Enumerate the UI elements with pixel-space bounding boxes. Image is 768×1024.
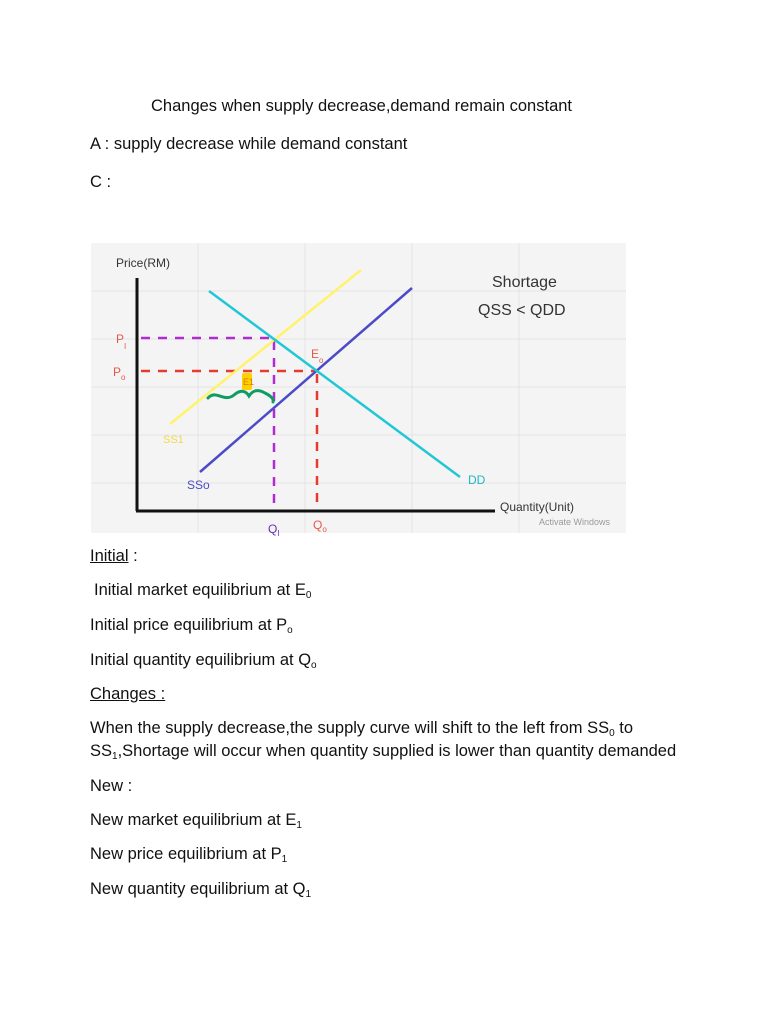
x-axis-label: Quantity(Unit): [500, 500, 575, 514]
y-axis-label: Price(RM): [116, 256, 170, 270]
changes-text-line-1: When the supply decrease,the supply curve will shift to the left from $SS_0$ to: [90, 719, 634, 739]
line-c: C :: [90, 173, 112, 191]
graph-svg: [91, 243, 626, 538]
supply-demand-graph: [91, 243, 626, 538]
q1-label: $Q_I$: [268, 522, 280, 538]
initial-heading-colon: :: [128, 547, 138, 565]
e0-label: $E_o$: [311, 347, 324, 365]
changes-text-line-2: $SS_1,Shortage$ will occur when quantity supplied is lower than quantity demanded: [90, 742, 677, 762]
ss0-label: SSo: [187, 478, 210, 492]
p1-label: $P_I$: [116, 332, 127, 351]
line-a: A : supply decrease while demand constant: [90, 135, 408, 153]
changes-heading: Changes :: [90, 685, 166, 703]
dd-label: DD: [468, 473, 486, 487]
initial-heading: Initial: [90, 547, 129, 565]
shortage-label: Shortage: [492, 274, 557, 291]
q0-label: $Q_o$: [313, 518, 327, 534]
new-heading: New :: [90, 777, 133, 795]
e1-label: E1: [243, 377, 255, 387]
new-price-line: New price equilibrium at $P_1$: [90, 845, 288, 865]
ss1-label: SS1: [163, 434, 184, 446]
initial-price-line: Initial price equilibrium at $P_o$: [90, 616, 293, 636]
initial-quantity-line: Initial quantity equilibrium at $Q_o$: [90, 651, 317, 671]
initial-market-line: Initial market equilibrium at $E_0$: [94, 581, 312, 601]
p0-label: $P_o$: [113, 365, 126, 382]
new-market-line: New market equilibrium at $E_1$: [90, 811, 302, 831]
new-quantity-line: New quantity equilibrium at $Q_1$: [90, 880, 312, 900]
initial-heading-line: [90, 546, 138, 566]
watermark-text: Activate Windows: [539, 517, 611, 527]
shortage-condition: QSS < QDD: [478, 302, 566, 319]
document-title: Changes when supply decrease,demand remain constant: [151, 97, 573, 115]
